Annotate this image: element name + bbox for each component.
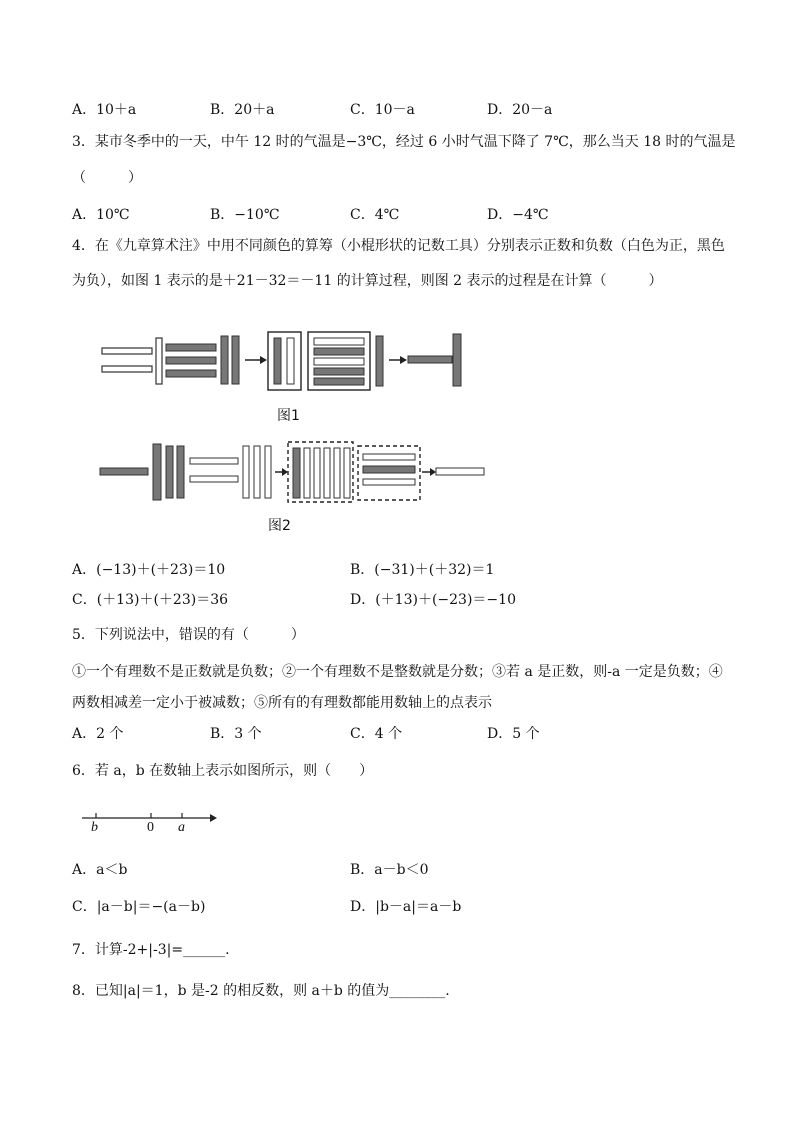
q5-stem: 5．下列说法中，错误的有（ ）	[72, 627, 305, 643]
q4-option-d: D．(＋13)＋(−23)＝−10	[350, 592, 516, 608]
q4-option-c: C．(＋13)＋(＋23)＝36	[72, 592, 229, 608]
number-line-label-b: b	[91, 820, 98, 835]
q3-option-b: B．−10℃	[210, 207, 280, 223]
figure-1-label: 图1	[277, 408, 300, 424]
figure-2-label: 图2	[268, 518, 291, 534]
q5-body-line2: 两数相减差一定小于被减数；⑤所有的有理数都能用数轴上的点表示	[72, 695, 492, 711]
q2-option-a: A．10＋a	[72, 102, 137, 118]
number-line-label-a: a	[178, 820, 185, 835]
q6-option-d: D．|b－a|＝a－b	[350, 899, 462, 915]
q4-option-a: A．(−13)＋(＋23)＝10	[72, 562, 226, 578]
q6-option-a: A．a＜b	[72, 862, 128, 878]
q4-stem-line1: 4．在《九章算术注》中用不同颜色的算筹（小棍形状的记数工具）分别表示正数和负数（白色为正，黑色	[72, 238, 725, 254]
q6-option-b: B．a－b＜0	[350, 862, 429, 878]
q2-option-d: D．20－a	[487, 102, 553, 118]
q4-stem-line2: 为负），如图 1 表示的是＋21－32＝－11 的计算过程，则图 2 表示的过程是在计算（ ）	[72, 273, 663, 289]
q4-option-b: B．(−31)＋(＋32)＝1	[350, 562, 495, 578]
q3-stem: 3．某市冬季中的一天，中午 12 时的气温是−3℃，经过 6 小时气温下降了 7℃，那么当天 18 时的气温是	[72, 134, 736, 150]
q6-option-c: C．|a－b|＝−(a－b)	[72, 899, 206, 915]
q3-option-d: D．−4℃	[487, 207, 549, 223]
q5-option-a: A．2 个	[72, 726, 124, 742]
number-line-label-0: 0	[147, 820, 154, 835]
q3-answer-blank: （ ）	[72, 170, 142, 186]
q2-option-c: C．10－a	[350, 102, 415, 118]
q6-stem: 6．若 a，b 在数轴上表示如图所示，则（ ）	[72, 763, 374, 779]
q3-option-c: C．4℃	[350, 207, 400, 223]
q2-option-b: B．20＋a	[210, 102, 275, 118]
q5-option-c: C．4 个	[350, 726, 403, 742]
q5-option-b: B．3 个	[210, 726, 262, 742]
q5-option-d: D．5 个	[487, 726, 540, 742]
figure-2-counting-rods	[98, 440, 488, 505]
q8-stem: 8．已知|a|＝1，b 是-2 的相反数，则 a＋b 的值为________.	[72, 983, 450, 999]
q3-option-a: A．10℃	[72, 207, 130, 223]
q5-body-line1: ①一个有理数不是正数就是负数；②一个有理数不是整数就是分数；③若 a 是正数，则-a 一定是负数；④	[72, 664, 723, 680]
figure-1-counting-rods	[100, 330, 470, 390]
q7-stem: 7．计算-2+|-3|=______.	[72, 942, 230, 958]
